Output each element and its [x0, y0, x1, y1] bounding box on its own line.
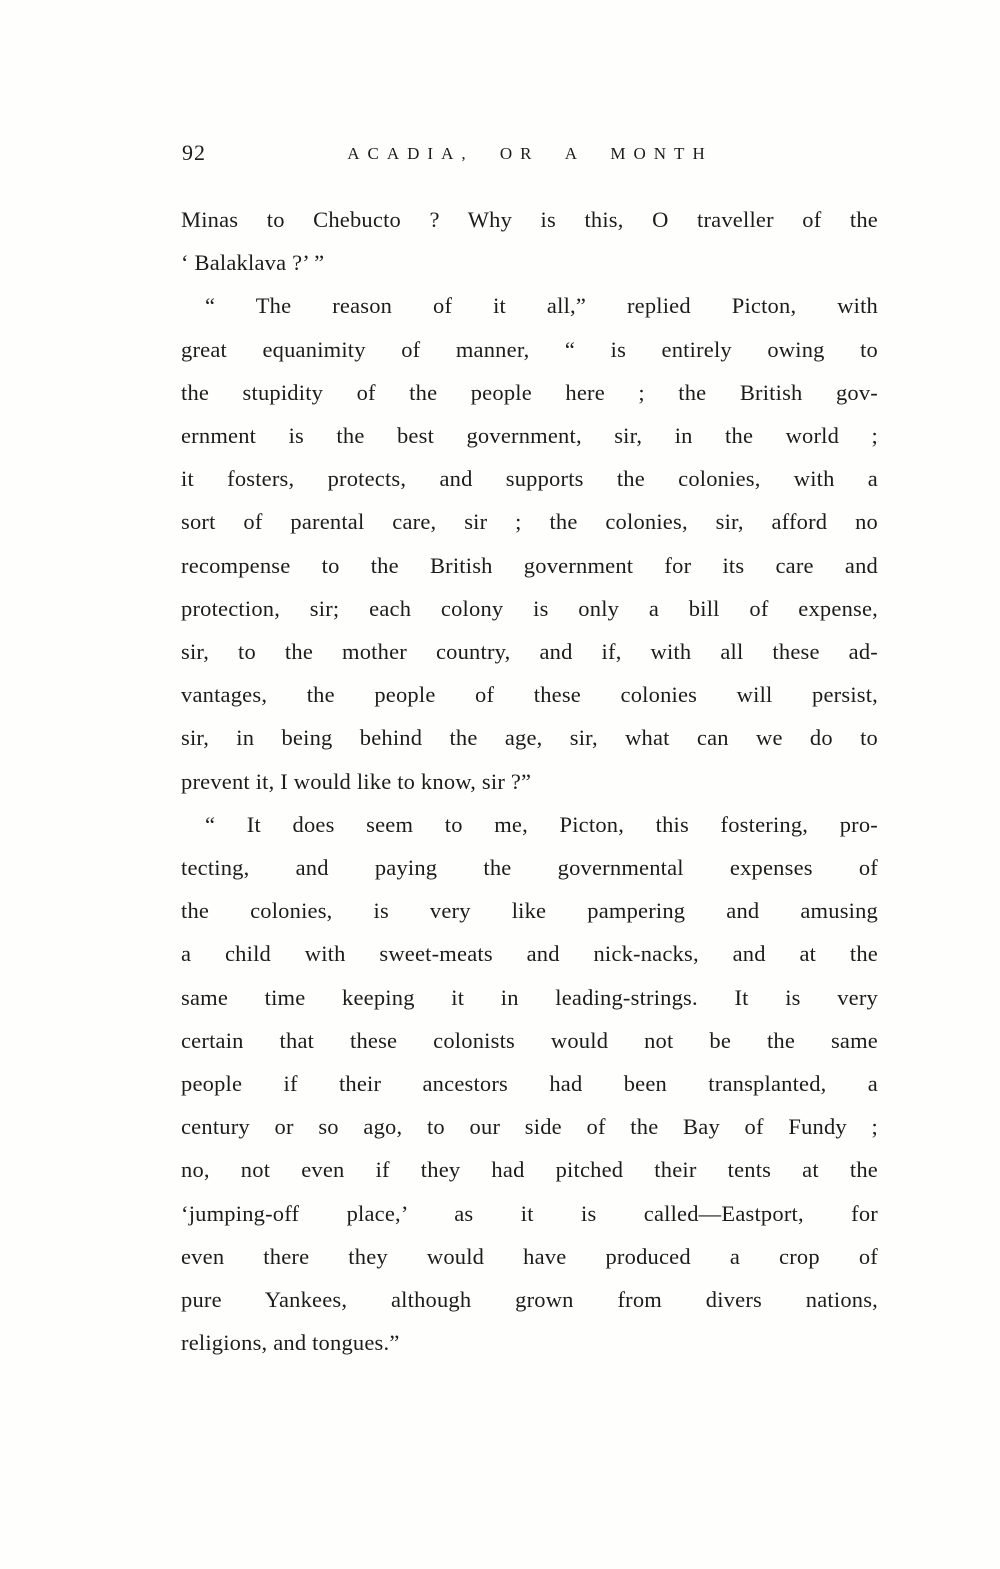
paragraph [181, 198, 878, 284]
text-line: prevent it, I would like to know, sir ?” [181, 768, 532, 794]
text-line: sir, in being behind the age, sir, what can we do to [181, 725, 878, 751]
text-line: even there they would have produced a crop of [181, 1243, 878, 1269]
text-line: century or so ago, to our side of the Bay of Fundy ; [181, 1114, 878, 1140]
text-line: “ It does seem to me, Picton, this fostering, pro- [205, 811, 878, 837]
text-line: vantages, the people of these colonies will persist, [181, 682, 878, 708]
text-line: same time keeping it in leading-strings. It is very [181, 984, 878, 1010]
text-line: no, not even if they had pitched their tents at the [181, 1157, 878, 1183]
page-number: 92 [182, 140, 206, 165]
text-body [181, 198, 878, 1364]
running-title: ACADIA, OR A MONTH [347, 144, 713, 163]
text-line: pure Yankees, although grown from divers nations, [181, 1287, 878, 1313]
text-line: the colonies, is very like pampering and amusing [181, 898, 878, 924]
text-line: sir, to the mother country, and if, with all these ad- [181, 639, 878, 665]
paragraph [181, 803, 878, 1365]
text-line: sort of parental care, sir ; the colonies, sir, afford no [181, 509, 878, 535]
text-line: ‘jumping-off place,’ as it is called—Eastport, for [181, 1200, 878, 1226]
paragraph [181, 284, 878, 802]
text-line: great equanimity of manner, “ is entirely owing to [181, 336, 878, 362]
text-line: ernment is the best government, sir, in the world ; [181, 423, 878, 449]
text-line: it fosters, protects, and supports the colonies, with a [181, 466, 878, 492]
text-line: the stupidity of the people here ; the British gov- [181, 379, 878, 405]
text-line: people if their ancestors had been transplanted, a [181, 1071, 878, 1097]
text-line: ‘ Balaklava ?’ ” [181, 250, 325, 276]
text-line: religions, and tongues.” [181, 1330, 400, 1356]
text-line: recompense to the British government for its care and [181, 552, 878, 578]
text-line: Minas to Chebucto ? Why is this, O traveller of the [181, 207, 878, 232]
text-line: protection, sir; each colony is only a bill of expense, [181, 595, 878, 621]
text-line: certain that these colonists would not be the same [181, 1027, 878, 1053]
text-line: tecting, and paying the governmental expenses of [181, 855, 878, 881]
text-line: a child with sweet-meats and nick-nacks, and at the [181, 941, 878, 967]
text-line: “ The reason of it all,” replied Picton, with [205, 293, 878, 319]
page-header [182, 138, 878, 170]
